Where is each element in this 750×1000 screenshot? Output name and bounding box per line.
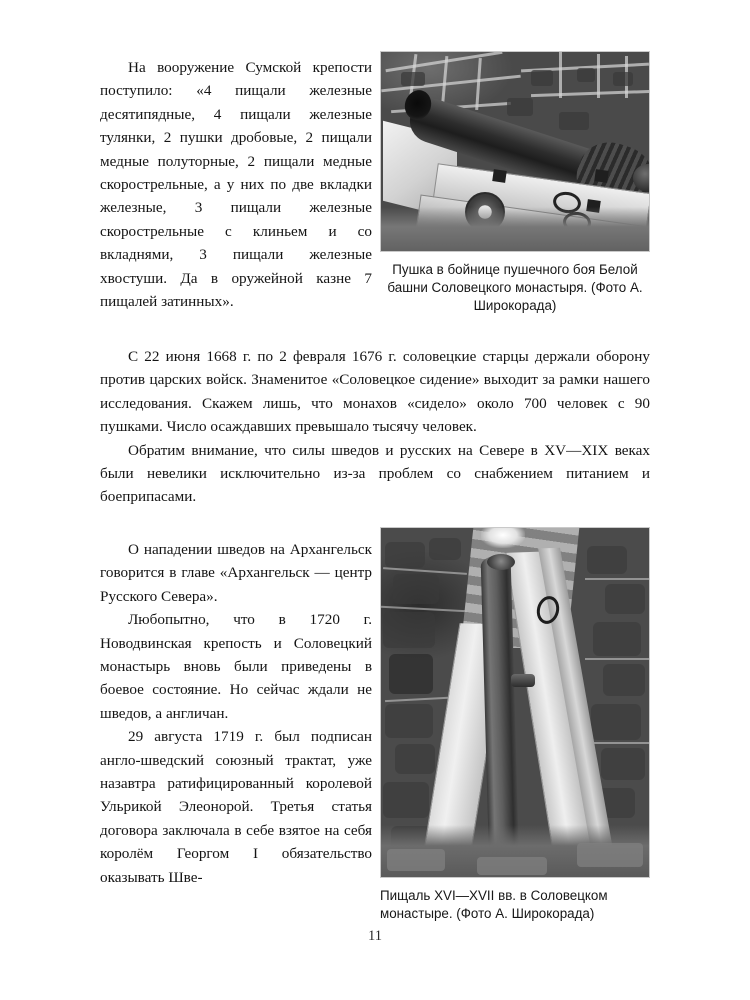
stone-block bbox=[613, 72, 633, 86]
paragraph: 29 августа 1719 г. был подписан англо-шведский союзный трактат, уже назавтра ратифицированный королевой Ульрикой Элеонорой. Третья статья договора заключала в себе взятое на себя королём Георгом I обязательство оказывать Шве- bbox=[100, 728, 372, 886]
floor-stone bbox=[577, 843, 643, 867]
photo-cannon-in-embrasure bbox=[380, 51, 650, 252]
stone-block bbox=[385, 704, 433, 738]
figure-pishchal bbox=[380, 527, 650, 923]
floor-shadow bbox=[381, 207, 649, 251]
stone-joint bbox=[585, 658, 649, 660]
stone-block bbox=[401, 72, 425, 86]
pishchal-muzzle bbox=[487, 554, 515, 570]
stone-block bbox=[383, 782, 429, 818]
paragraph: О нападении шведов на Архангельск говорится в главе «Архангельск — центр Русского Севера». bbox=[100, 541, 372, 605]
figure-caption: Пушка в бойнице пушечного боя Белой башни Соловецкого монастыря. (Фото А. Широкорада) bbox=[387, 262, 643, 314]
stone-joint bbox=[585, 742, 649, 744]
stone-block bbox=[395, 744, 435, 774]
pishchal-trunnion bbox=[511, 674, 535, 687]
text-column-bottom-left bbox=[100, 538, 372, 889]
figure-caption: Пищаль XVI—XVII вв. в Соловецком монастыре. (Фото А. Широкорада) bbox=[380, 888, 608, 922]
light-opening bbox=[481, 527, 525, 548]
stone-block bbox=[531, 70, 553, 86]
figure-cannon-in-embrasure bbox=[380, 51, 650, 316]
stone-block bbox=[605, 584, 645, 614]
stone-block bbox=[507, 98, 533, 116]
text-column-top-left bbox=[100, 56, 372, 313]
stone-block bbox=[591, 704, 641, 740]
stone-block bbox=[601, 748, 645, 780]
stone-block bbox=[389, 654, 433, 694]
carriage-bolt bbox=[594, 169, 609, 183]
page-number: 11 bbox=[368, 928, 382, 944]
stone-block bbox=[587, 546, 627, 574]
stone-block bbox=[559, 112, 589, 130]
paragraph: На вооружение Сумской крепости поступило: «4 пищали железные десятипядные, 4 пищали железные тулянки, 2 пушки дробовые, 2 пищали медные полуторные, 2 пищали медные скорострельные, а у них по две вкладки железные, 3 пищали железные скорострельные с клиньем и со вкладнями, 3 пищали железные хвостуши. Да в оружейной казне 7 пищалей затинных». bbox=[100, 59, 372, 311]
stone-block bbox=[393, 574, 439, 604]
paragraph: Любопытно, что в 1720 г. Новодвинская крепость и Соловецкий монастырь вновь были приведены в боевое состояние. Но сейчас ждали не шведов, а англичан. bbox=[100, 611, 372, 722]
paragraph: Обратим внимание, что силы шведов и русских на Севере в XV—XIX веках были невелики исключительно из-за проблем со снабжением питанием и боеприпасами. bbox=[100, 441, 650, 506]
stone-joint bbox=[559, 52, 562, 98]
stone-block bbox=[385, 542, 425, 568]
photo-pishchal bbox=[380, 527, 650, 878]
stone-joint bbox=[585, 578, 649, 580]
stone-block bbox=[577, 68, 595, 82]
paragraph: С 22 июня 1668 г. по 2 февраля 1676 г. соловецкие старцы держали оборону против царских войск. Знаменитое «Соловецкое сидение» выходит за рамки нашего исследования. Скажем лишь, что монахов «сидело» около 700 человек с 90 пушками. Число осаждавших превышало тысячу человек. bbox=[100, 348, 650, 436]
stone-block bbox=[429, 538, 461, 560]
text-block-full-width bbox=[100, 345, 650, 509]
stone-joint bbox=[597, 54, 600, 98]
floor-stone bbox=[387, 849, 445, 871]
stone-block bbox=[383, 612, 435, 648]
stone-block bbox=[593, 622, 641, 656]
floor-stone bbox=[477, 857, 547, 875]
stone-block bbox=[603, 664, 645, 696]
carriage-bolt bbox=[492, 169, 507, 183]
